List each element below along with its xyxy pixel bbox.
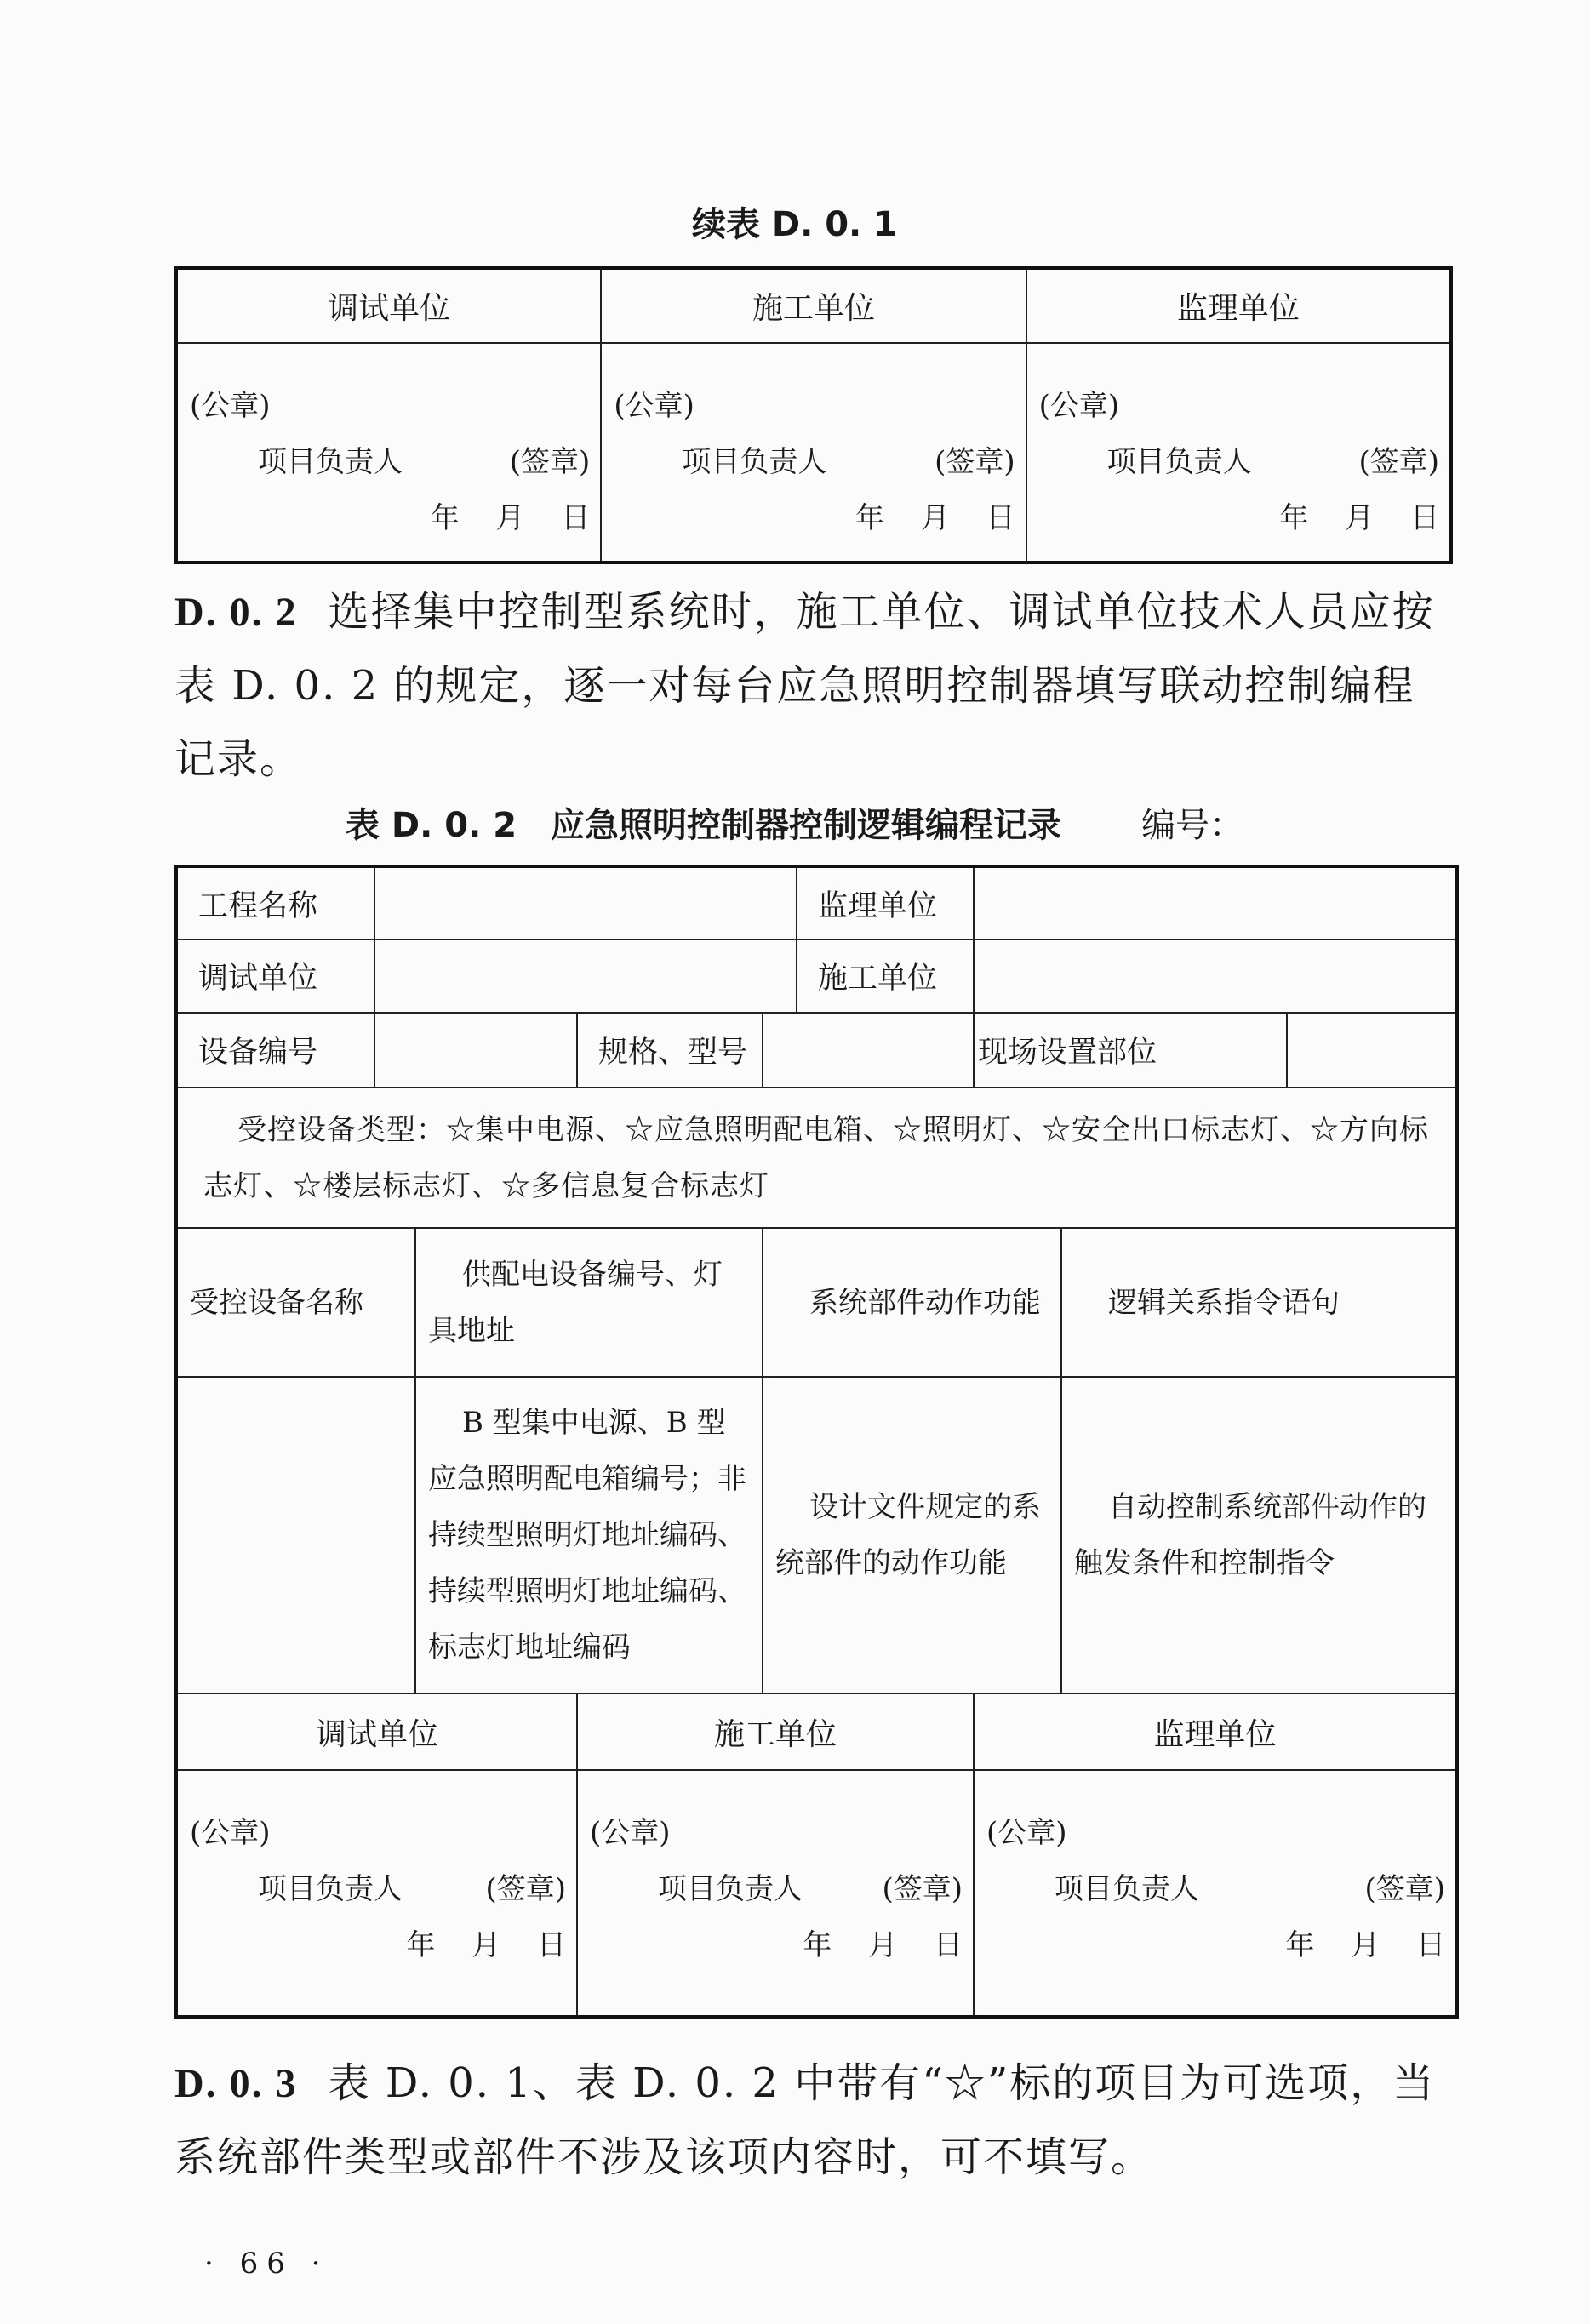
sign-label: (签章) (1364, 1872, 1446, 1906)
clause-text: 选择集中控制型系统时，施工单位、调试单位技术人员应按表 D. 0. 2 的规定，逐一对每台应急照明控制器填写联动控制编程记录。 (174, 588, 1435, 783)
signer-label: 项目负责人 (258, 1872, 403, 1906)
table2-sign-supervision (974, 1770, 1457, 2017)
col-header-device-name: 受控设备名称 (176, 1228, 415, 1377)
col-header-logic-statement: 逻辑关系指令语句 (1061, 1228, 1457, 1377)
device-name-content (176, 1377, 415, 1693)
page-number: · 66 · (204, 2247, 329, 2281)
signer-label: 项目负责人 (682, 445, 827, 479)
signer-label: 项目负责人 (258, 445, 403, 479)
table2-sign-commissioning (176, 1770, 577, 2017)
equipment-number-value (374, 1013, 577, 1088)
seal-label: (公章) (986, 1816, 1067, 1850)
seal-label: (公章) (190, 1816, 271, 1850)
signer-label: 项目负责人 (1106, 445, 1252, 479)
location-value (1287, 1013, 1457, 1088)
seal-label: (公章) (1038, 389, 1120, 423)
seal-label: (公章) (190, 389, 271, 423)
supervision-unit-label: 监理单位 (797, 866, 974, 939)
supervision-unit-value (974, 866, 1457, 939)
date-label: 年 月 日 (1279, 501, 1439, 535)
table1-header-commissioning: 调试单位 (176, 268, 601, 343)
col-header-power-address: 供配电设备编号、灯具地址 (415, 1228, 763, 1377)
spec-model-value (763, 1013, 974, 1088)
table2-caption: 表 D. 0. 2 应急照明控制器控制逻辑编程记录 (346, 806, 1062, 845)
project-name-value (374, 866, 797, 939)
sign-label: (签章) (882, 1872, 963, 1906)
table2-sign-header-supervision: 监理单位 (974, 1693, 1457, 1770)
table1 (174, 266, 1453, 564)
clause-number: D. 0. 3 (174, 2061, 298, 2106)
sign-label: (签章) (935, 445, 1015, 479)
table1-sign-construction (601, 343, 1026, 562)
date-label: 年 月 日 (406, 1928, 566, 1962)
controlled-device-types: 受控设备类型：☆集中电源、☆应急照明配电箱、☆照明灯、☆安全出口标志灯、☆方向标志灯、☆楼层标志灯、☆多信息复合标志灯 (176, 1088, 1457, 1228)
location-label: 现场设置部位 (974, 1013, 1287, 1088)
date-label: 年 月 日 (803, 1928, 963, 1962)
signer-label: 项目负责人 (1055, 1872, 1200, 1906)
logic-statement-content: 自动控制系统部件动作的触发条件和控制指令 (1061, 1377, 1457, 1693)
seal-label: (公章) (614, 389, 694, 423)
signer-label: 项目负责人 (658, 1872, 803, 1906)
clause-number: D. 0. 2 (174, 590, 298, 635)
sign-label: (签章) (509, 445, 591, 479)
table2-caption-row (0, 798, 1589, 847)
table2-sign-header-construction: 施工单位 (577, 1693, 974, 1770)
component-action-content: 设计文件规定的系统部件的动作功能 (763, 1377, 1061, 1693)
sign-label: (签章) (1358, 445, 1439, 479)
date-label: 年 月 日 (430, 501, 591, 535)
table2-number-label: 编号： (1140, 806, 1243, 845)
date-label: 年 月 日 (855, 501, 1015, 535)
table1-caption: 续表 D. 0. 1 (691, 205, 898, 244)
commissioning-unit-value (374, 939, 797, 1013)
commissioning-unit-label: 调试单位 (176, 939, 374, 1013)
date-label: 年 月 日 (1285, 1928, 1446, 1962)
table2-sign-header-commissioning: 调试单位 (176, 1693, 577, 1770)
table1-header-supervision: 监理单位 (1026, 268, 1451, 343)
power-address-content: B 型集中电源、B 型应急照明配电箱编号；非持续型照明灯地址编码、持续型照明灯地址编码、标志灯地址编码 (415, 1377, 763, 1693)
construction-unit-label: 施工单位 (797, 939, 974, 1013)
paragraph-d03 (174, 2047, 1451, 2194)
clause-text: 表 D. 0. 1、表 D. 0. 2 中带有“☆”标的项目为可选项，当系统部件类型或部件不涉及该项内容时，可不填写。 (174, 2059, 1436, 2181)
table2 (174, 865, 1459, 2019)
project-name-label: 工程名称 (176, 866, 374, 939)
table1-sign-supervision (1026, 343, 1451, 562)
seal-label: (公章) (590, 1816, 671, 1850)
sign-label: (签章) (485, 1872, 566, 1906)
table1-sign-commissioning (176, 343, 601, 562)
paragraph-d02 (174, 575, 1451, 796)
col-header-component-action: 系统部件动作功能 (763, 1228, 1061, 1377)
table1-header-construction: 施工单位 (601, 268, 1026, 343)
table2-sign-construction (577, 1770, 974, 2017)
equipment-number-label: 设备编号 (176, 1013, 374, 1088)
spec-model-label: 规格、型号 (577, 1013, 763, 1088)
construction-unit-value (974, 939, 1457, 1013)
